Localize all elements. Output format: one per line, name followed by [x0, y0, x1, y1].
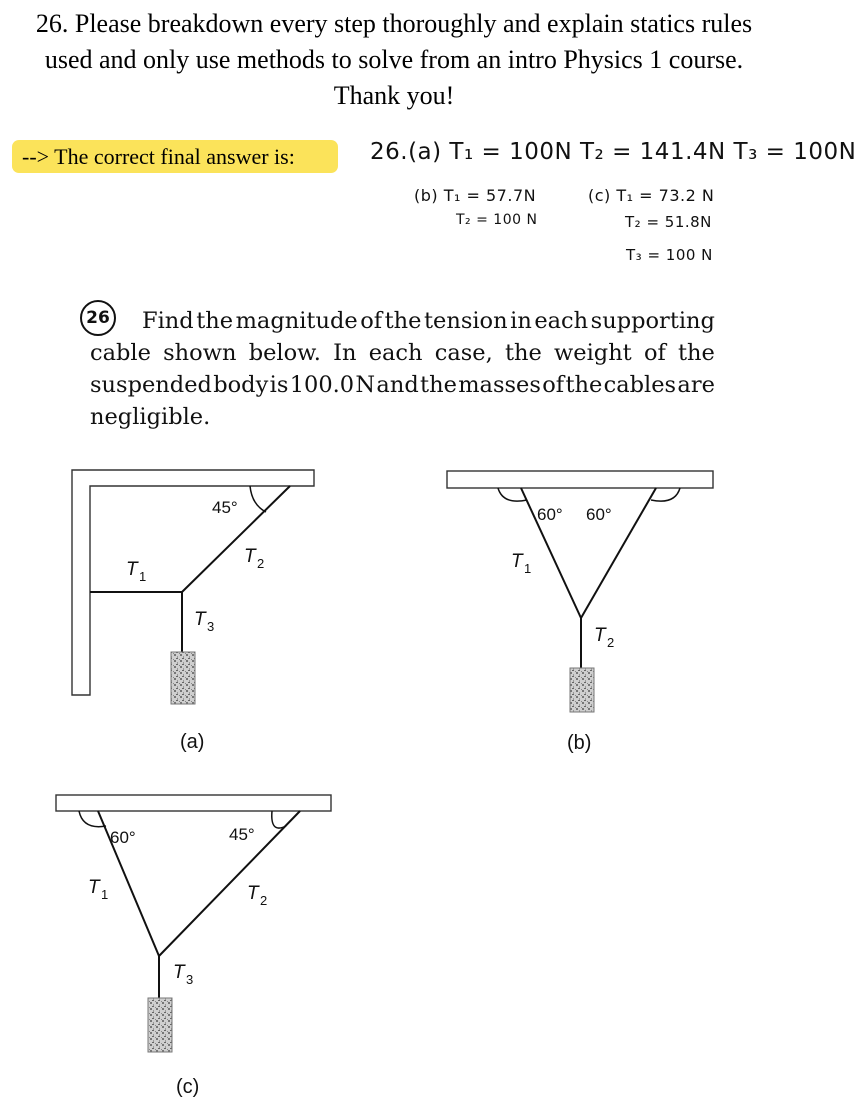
- hanging-weight: [570, 668, 594, 712]
- caption-b: (b): [567, 732, 592, 754]
- ceiling: [447, 471, 713, 488]
- word: the: [565, 372, 603, 398]
- hanging-weight: [148, 998, 172, 1052]
- figure-a: [72, 470, 314, 753]
- angle-label-right: 60°: [586, 505, 612, 524]
- word: magnitude: [235, 308, 358, 334]
- answer-line-a: 26.(a) T₁ = 100N T₂ = 141.4N T₃ = 100N: [370, 139, 856, 165]
- word: the: [420, 372, 457, 398]
- label-t1: T: [126, 559, 138, 580]
- word: case,: [434, 340, 493, 366]
- angle-label-left: 60°: [110, 828, 136, 847]
- word: suspended: [90, 372, 212, 398]
- word: 100.0: [289, 372, 355, 398]
- angle-label-right: 45°: [229, 825, 255, 844]
- answer-line-b2: T₂ = 100 N: [456, 212, 538, 228]
- hanging-weight: [171, 652, 195, 704]
- angle-label: 45°: [212, 498, 238, 517]
- word: is: [269, 372, 289, 398]
- word: are: [677, 372, 715, 398]
- label-t2-sub: 2: [260, 893, 268, 908]
- label-t3-sub: 3: [186, 972, 194, 987]
- word: the: [196, 308, 234, 334]
- answer-line-b1: (b) T₁ = 57.7N: [414, 186, 537, 205]
- word: N: [355, 372, 376, 398]
- ceiling: [56, 795, 331, 811]
- label-t2: T: [594, 625, 606, 646]
- angle-label-left: 60°: [537, 505, 563, 524]
- label-t1-sub: 1: [101, 887, 109, 902]
- angle-arc: [250, 486, 266, 512]
- answer-line-c1: (c) T₁ = 73.2 N: [588, 186, 715, 205]
- label-t2: T: [244, 546, 256, 567]
- label-t1: T: [88, 877, 100, 898]
- request-line: 26. Please breakdown every step thoroughly and explain statics rules: [35, 9, 753, 38]
- word: shown: [163, 340, 237, 366]
- label-t3-sub: 3: [207, 619, 215, 634]
- word: In: [333, 340, 357, 366]
- word: below.: [248, 340, 321, 366]
- label-t2-sub: 2: [607, 635, 615, 650]
- word: each: [368, 340, 423, 366]
- word: of: [360, 308, 383, 334]
- word: cable: [90, 340, 151, 366]
- label-t2: T: [247, 883, 259, 904]
- figure-b: [447, 471, 713, 754]
- word: the: [678, 340, 715, 366]
- word: Find: [142, 308, 194, 334]
- word: body: [213, 372, 269, 398]
- word: each: [534, 308, 589, 334]
- word: masses: [458, 372, 541, 398]
- label-t3: T: [173, 962, 185, 983]
- angle-arc-right: [272, 811, 286, 828]
- caption-c: (c): [176, 1076, 200, 1098]
- word: the: [504, 340, 542, 366]
- answer-badge: --> The correct final answer is:: [12, 140, 338, 173]
- word: of: [542, 372, 565, 398]
- word: the: [384, 308, 422, 334]
- word: supporting: [590, 308, 715, 334]
- answer-line-c3: T₃ = 100 N: [626, 246, 713, 264]
- answer-line-c2: T₂ = 51.8N: [625, 213, 712, 231]
- word: of: [643, 340, 666, 366]
- figure-c: [56, 795, 331, 1098]
- word: cables: [603, 372, 677, 398]
- label-t3: T: [194, 609, 206, 630]
- word: tension: [423, 308, 508, 334]
- label-t2-sub: 2: [257, 556, 265, 571]
- request-line: used and only use methods to solve from an intro Physics 1 course.: [44, 45, 744, 74]
- label-t1-sub: 1: [524, 561, 532, 576]
- label-t1: T: [511, 551, 523, 572]
- request-line: Thank you!: [333, 81, 455, 110]
- caption-a: (a): [180, 731, 205, 753]
- word: negligible.: [90, 404, 211, 430]
- word: weight: [554, 340, 632, 366]
- word: and: [376, 372, 419, 398]
- label-t1-sub: 1: [139, 569, 147, 584]
- problem-number: 26: [80, 300, 116, 336]
- word: in: [510, 308, 532, 334]
